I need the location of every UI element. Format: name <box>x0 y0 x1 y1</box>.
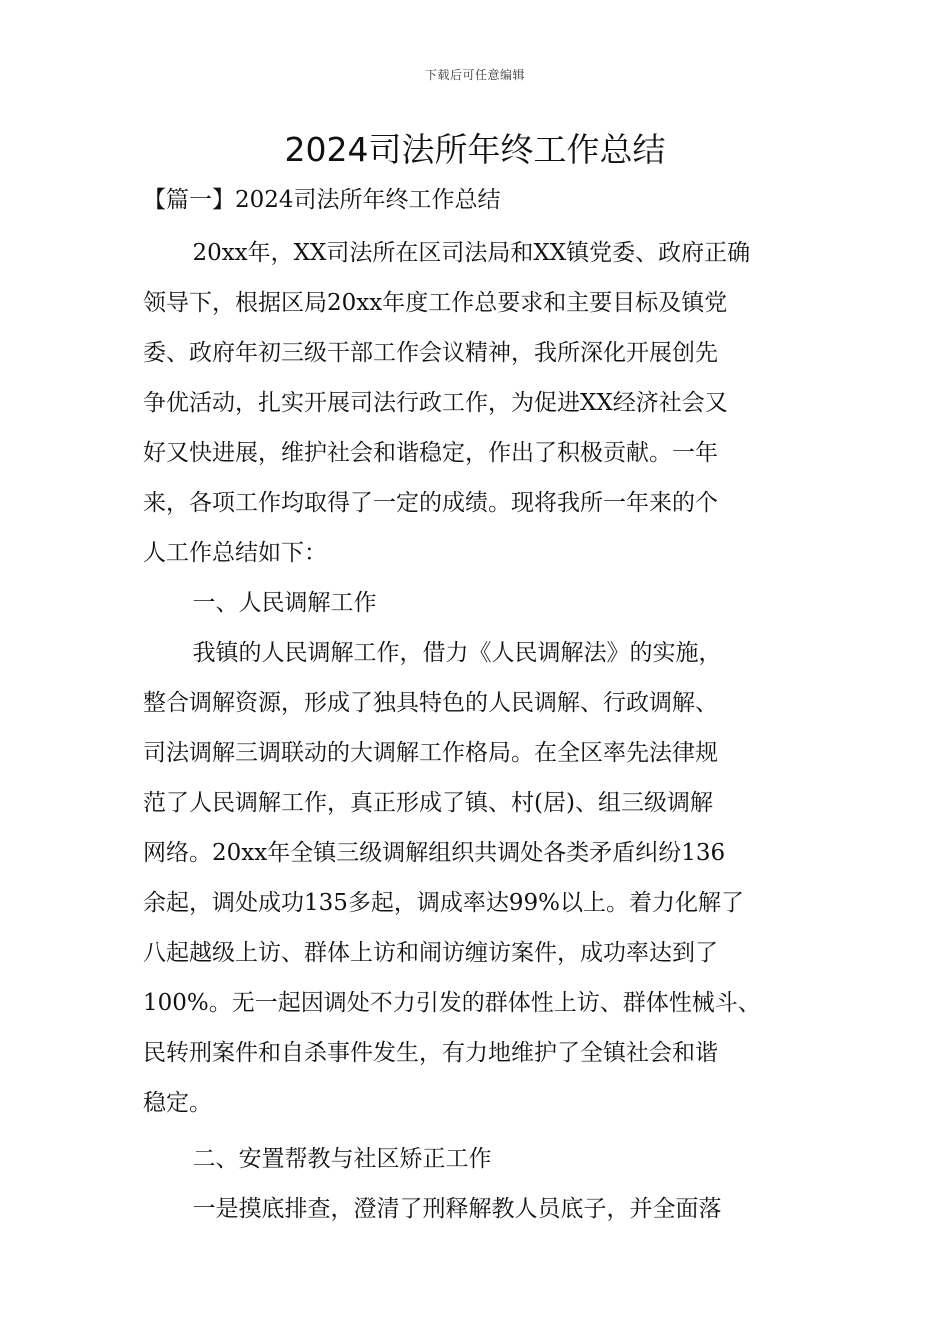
intro-line: 委、政府年初三级干部工作会议精神，我所深化开展创先 <box>143 340 718 366</box>
page-header-note: 下载后可任意编辑 <box>424 68 525 82</box>
mediation-line: 民转刑案件和自杀事件发生，有力地维护了全镇社会和谐 <box>143 1040 718 1066</box>
mediation-line: 稳定。 <box>143 1090 212 1116</box>
mediation-line: 八起越级上访、群体上访和闹访缠访案件，成功率达到了 <box>143 940 718 966</box>
intro-line: 来，各项工作均取得了一定的成绩。现将我所一年来的个 <box>143 490 718 516</box>
resettlement-line: 一是摸底排查，澄清了刑释解教人员底子，并全面落 <box>192 1196 722 1222</box>
intro-line: 领导下，根据区局20xx年度工作总要求和主要目标及镇党 <box>143 290 728 316</box>
intro-line: 20xx年，XX司法所在区司法局和XX镇党委、政府正确 <box>192 240 751 266</box>
intro-line: 争优活动，扎实开展司法行政工作，为促进XX经济社会又 <box>143 390 728 416</box>
mediation-line: 我镇的人民调解工作，借力《人民调解法》的实施， <box>192 640 722 666</box>
mediation-line: 100%。无一起因调处不力引发的群体性上访、群体性械斗、 <box>143 990 761 1016</box>
intro-line: 好又快进展，维护社会和谐稳定，作出了积极贡献。一年 <box>143 440 718 466</box>
mediation-line: 范了人民调解工作，真正形成了镇、村(居)、组三级调解 <box>143 790 713 816</box>
intro-paragraph <box>143 228 813 578</box>
mediation-line: 司法调解三调联动的大调解工作格局。在全区率先法律规 <box>143 740 718 766</box>
resettlement-paragraph <box>143 1184 813 1234</box>
mediation-line: 整合调解资源，形成了独具特色的人民调解、行政调解、 <box>143 690 718 716</box>
intro-line: 人工作总结如下： <box>143 540 327 566</box>
mediation-paragraph <box>143 628 813 1128</box>
mediation-line: 余起，调处成功135多起，调成率达99%以上。着力化解了 <box>143 890 745 916</box>
document-body <box>143 178 813 1234</box>
document-title: 2024司法所年终工作总结 <box>284 130 666 169</box>
heading-resettlement-correction: 二、安置帮教与社区矫正工作 <box>192 1146 492 1172</box>
mediation-line: 网络。20xx年全镇三级调解组织共调处各类矛盾纠纷136 <box>143 840 726 866</box>
heading-people-mediation: 一、人民调解工作 <box>192 590 377 616</box>
section-label: 【篇一】2024司法所年终工作总结 <box>143 187 501 213</box>
